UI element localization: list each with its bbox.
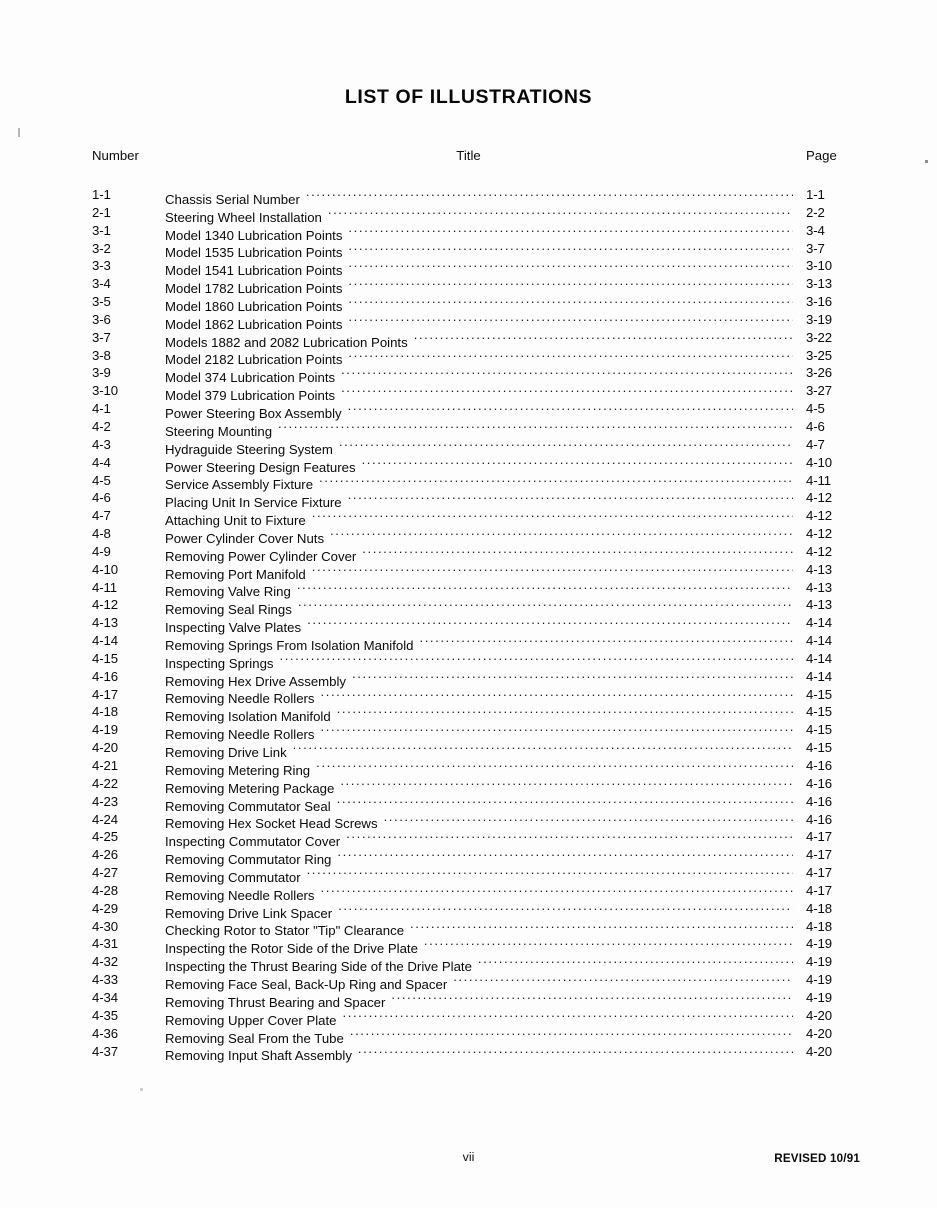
- entry-page-number: 4-16: [806, 758, 832, 773]
- list-item[interactable]: [0, 721, 937, 743]
- entry-page-number: 4-10: [806, 454, 832, 470]
- entry-page-number: 4-19: [806, 954, 832, 970]
- entry-figure-number: 4-7: [92, 508, 111, 524]
- entry-title: Power Cylinder Cover Nuts: [165, 530, 325, 546]
- entry-figure-number: 4-25: [92, 829, 118, 845]
- dot-leader: [280, 650, 794, 668]
- entry-page-number: 4-15: [806, 686, 832, 702]
- entry-figure-number: 2-1: [92, 204, 111, 220]
- list-item[interactable]: [0, 811, 937, 832]
- entry-page-number: 4-12: [806, 508, 832, 524]
- entry-title: Model 1860 Lubrication Points: [165, 298, 343, 314]
- entry-title: Model 374 Lubrication Points: [165, 370, 336, 386]
- entry-figure-number: 4-15: [92, 650, 118, 666]
- entry-page-number: 3-13: [806, 276, 832, 292]
- entry-title: Removing Seal Rings: [165, 602, 292, 618]
- entry-figure-number: 3-10: [92, 383, 118, 399]
- dot-leader: [391, 989, 793, 1007]
- entry-figure-number: 4-23: [92, 793, 118, 809]
- dot-leader: [348, 257, 793, 275]
- list-item[interactable]: [0, 864, 937, 885]
- entry-figure-number: 3-1: [92, 222, 111, 238]
- entry-title: Removing Upper Cover Plate: [165, 1012, 337, 1028]
- dot-leader: [298, 596, 793, 614]
- entry-figure-number: 4-9: [92, 543, 111, 559]
- entry-page-number: 4-18: [806, 900, 832, 916]
- entry-page-number: 4-19: [806, 936, 832, 952]
- dot-leader: [341, 382, 793, 400]
- column-header-row: [0, 148, 937, 168]
- entry-page-number: 4-13: [806, 579, 832, 595]
- entry-page-number: 4-14: [806, 633, 832, 649]
- list-item[interactable]: [0, 775, 937, 796]
- entry-figure-number: 4-20: [92, 740, 118, 756]
- list-item[interactable]: [0, 347, 937, 368]
- entry-title: Model 1535 Lubrication Points: [165, 245, 343, 261]
- dot-leader: [337, 793, 793, 811]
- entry-figure-number: 4-36: [92, 1025, 118, 1041]
- entry-title: Power Steering Design Features: [165, 459, 356, 475]
- entry-title: Model 1541 Lubrication Points: [165, 263, 343, 279]
- entry-page-number: 4-15: [806, 722, 832, 738]
- entry-page-number: 4-12: [806, 526, 832, 542]
- entry-figure-number: 4-33: [92, 972, 118, 988]
- entry-page-number: 3-19: [806, 311, 832, 327]
- entry-page-number: 3-7: [806, 240, 825, 256]
- dot-leader: [414, 329, 793, 347]
- entry-page-number: 4-16: [806, 811, 832, 827]
- entry-title: Removing Needle Rollers: [165, 887, 315, 903]
- folio-number: vii: [462, 1150, 475, 1164]
- page-footer: [0, 1150, 937, 1174]
- dot-leader: [316, 757, 793, 775]
- dot-leader: [346, 828, 793, 846]
- entry-page-number: 3-10: [806, 258, 832, 274]
- entry-page-number: 2-2: [806, 204, 825, 220]
- entry-title-and-leader: [165, 1043, 793, 1066]
- list-item[interactable]: [0, 489, 937, 511]
- entry-figure-number: 4-2: [92, 418, 111, 434]
- dot-leader: [307, 614, 793, 632]
- entry-page-number: 4-15: [806, 740, 832, 756]
- page-title: LIST OF ILLUSTRATIONS: [344, 86, 593, 108]
- entry-title: Model 2182 Lubrication Points: [165, 352, 343, 368]
- dot-leader: [384, 811, 793, 829]
- entry-figure-number: 4-13: [92, 615, 118, 631]
- dot-leader: [419, 632, 793, 650]
- dot-leader: [293, 739, 793, 757]
- dot-leader: [307, 864, 793, 882]
- entry-page-number: 4-12: [806, 490, 832, 506]
- entry-title: Inspecting the Thrust Bearing Side of the Drive Plate: [165, 959, 472, 975]
- entry-page-number: 4-15: [806, 704, 832, 720]
- entry-page-number: 4-13: [806, 597, 832, 613]
- entry-page-number: 4-14: [806, 615, 832, 631]
- list-item[interactable]: [0, 561, 937, 582]
- entry-title: Steering Wheel Installation: [165, 209, 322, 225]
- dot-leader: [348, 240, 793, 258]
- entry-title: Removing Face Seal, Back-Up Ring and Spacer: [165, 976, 448, 992]
- entry-page-number: 4-17: [806, 847, 832, 863]
- column-header-page: Page: [806, 148, 837, 163]
- entry-figure-number: 4-21: [92, 758, 118, 773]
- dot-leader: [348, 311, 793, 329]
- list-item[interactable]: [0, 757, 937, 778]
- entry-figure-number: 3-5: [92, 294, 111, 310]
- entry-page-number: 4-14: [806, 650, 832, 666]
- dot-leader: [312, 507, 793, 525]
- entry-title: Inspecting the Rotor Side of the Drive Plate: [165, 941, 418, 957]
- entry-title: Removing Hex Socket Head Screws: [165, 816, 378, 832]
- entry-figure-number: 3-6: [92, 311, 111, 327]
- list-item[interactable]: [0, 1043, 937, 1064]
- entry-figure-number: 4-1: [92, 401, 111, 417]
- list-item[interactable]: [0, 632, 937, 653]
- dot-leader: [348, 400, 793, 418]
- list-item[interactable]: [0, 703, 937, 725]
- list-item[interactable]: [0, 418, 937, 439]
- entry-figure-number: 4-3: [92, 436, 111, 452]
- dot-leader: [321, 686, 793, 704]
- entry-figure-number: 4-17: [92, 686, 118, 702]
- entry-page-number: 4-20: [806, 1025, 832, 1041]
- dot-leader: [306, 186, 793, 204]
- entry-page-number: 4-19: [806, 989, 832, 1005]
- entry-figure-number: 3-9: [92, 365, 111, 381]
- list-item[interactable]: [0, 382, 937, 404]
- entry-page-number: 1-1: [806, 187, 825, 202]
- entry-figure-number: 4-16: [92, 668, 118, 684]
- entry-title: Removing Metering Ring: [165, 762, 311, 778]
- dot-leader: [362, 454, 793, 472]
- entry-title: Hydraguide Steering System: [165, 441, 333, 457]
- entry-title: Power Steering Box Assembly: [165, 405, 342, 421]
- list-item[interactable]: [0, 400, 937, 421]
- list-item[interactable]: [0, 846, 937, 868]
- entry-title: Placing Unit In Service Fixture: [165, 495, 342, 511]
- list-item[interactable]: [0, 364, 937, 386]
- entry-page-number: 3-4: [806, 222, 825, 238]
- entry-title: Steering Mounting: [165, 423, 273, 439]
- list-item[interactable]: [0, 454, 937, 475]
- list-item[interactable]: [0, 579, 937, 600]
- entry-page-number: 4-17: [806, 882, 832, 898]
- entry-title: Removing Valve Ring: [165, 584, 291, 600]
- entry-page-number: 4-5: [806, 401, 825, 417]
- entry-figure-number: 1-1: [92, 187, 111, 202]
- entry-figure-number: 4-28: [92, 882, 118, 898]
- list-item[interactable]: [0, 989, 937, 1010]
- entry-figure-number: 4-19: [92, 722, 118, 738]
- list-item[interactable]: [0, 204, 937, 225]
- dot-leader: [362, 543, 793, 561]
- dot-leader: [352, 668, 793, 686]
- list-item[interactable]: [0, 828, 937, 850]
- dot-leader: [319, 472, 793, 490]
- entry-figure-number: 4-32: [92, 954, 118, 970]
- list-item[interactable]: [0, 1025, 937, 1046]
- entry-title: Removing Input Shaft Assembly: [165, 1048, 352, 1064]
- entry-page-number: 4-13: [806, 561, 832, 577]
- dot-leader: [478, 953, 793, 971]
- entry-title: Removing Needle Rollers: [165, 727, 315, 743]
- entry-title: Removing Hex Drive Assembly: [165, 673, 347, 689]
- entry-page-number: 3-26: [806, 365, 832, 381]
- list-item[interactable]: [0, 525, 937, 546]
- entry-page-number: 4-12: [806, 543, 832, 559]
- entry-figure-number: 4-6: [92, 490, 111, 506]
- dot-leader: [337, 703, 793, 721]
- entry-title: Inspecting Springs: [165, 655, 274, 671]
- entry-figure-number: 4-29: [92, 900, 118, 916]
- dot-leader: [348, 275, 793, 293]
- entry-figure-number: 3-4: [92, 276, 111, 292]
- list-item[interactable]: [0, 222, 937, 243]
- list-item[interactable]: [0, 507, 937, 529]
- list-item[interactable]: [0, 793, 937, 814]
- entry-title: Removing Drive Link: [165, 745, 287, 760]
- dot-leader: [328, 204, 793, 222]
- entry-title: Removing Springs From Isolation Manifold: [165, 637, 414, 653]
- list-item[interactable]: [0, 596, 937, 618]
- list-item[interactable]: [0, 329, 937, 350]
- entry-title: Removing Power Cylinder Cover: [165, 548, 357, 564]
- dot-leader: [348, 293, 793, 311]
- entry-page-number: 3-27: [806, 383, 832, 399]
- entry-figure-number: 4-22: [92, 775, 118, 791]
- illustration-list: [0, 186, 937, 1064]
- list-item[interactable]: [0, 650, 937, 671]
- column-header-title: Title: [456, 148, 481, 163]
- entry-figure-number: 4-5: [92, 472, 111, 488]
- entry-page-number: 3-22: [806, 329, 832, 345]
- entry-title: Model 1340 Lubrication Points: [165, 227, 343, 243]
- entry-figure-number: 4-26: [92, 847, 118, 863]
- list-item[interactable]: [0, 543, 937, 564]
- list-item[interactable]: [0, 918, 937, 939]
- entry-title: Removing Commutator: [165, 869, 301, 885]
- entry-figure-number: 4-35: [92, 1007, 118, 1023]
- entry-figure-number: 4-14: [92, 633, 118, 649]
- list-item[interactable]: [0, 257, 937, 279]
- entry-title: Model 1862 Lubrication Points: [165, 316, 343, 332]
- dot-leader: [321, 721, 793, 739]
- entry-figure-number: 4-4: [92, 454, 111, 470]
- entry-page-number: 4-7: [806, 436, 825, 452]
- dot-leader: [338, 900, 793, 918]
- dot-leader: [424, 935, 793, 953]
- entry-figure-number: 4-34: [92, 989, 118, 1005]
- list-item[interactable]: [0, 971, 937, 992]
- entry-figure-number: 4-12: [92, 597, 118, 613]
- entry-figure-number: 4-10: [92, 561, 118, 577]
- dot-leader: [321, 882, 793, 900]
- list-item[interactable]: [0, 900, 937, 921]
- entry-page-number: 4-17: [806, 829, 832, 845]
- list-item[interactable]: [0, 668, 937, 689]
- dot-leader: [348, 222, 793, 240]
- list-item[interactable]: [0, 436, 937, 457]
- dot-leader: [343, 1007, 793, 1025]
- entry-title: Service Assembly Fixture: [165, 477, 314, 493]
- entry-title: Models 1882 and 2082 Lubrication Points: [165, 334, 408, 350]
- entry-title: Model 379 Lubrication Points: [165, 388, 336, 404]
- list-item[interactable]: [0, 186, 937, 207]
- entry-title: Removing Commutator Seal: [165, 798, 331, 814]
- entry-title: Removing Isolation Manifold: [165, 709, 331, 725]
- entry-figure-number: 4-8: [92, 526, 111, 542]
- list-item[interactable]: [0, 293, 937, 314]
- dot-leader: [340, 775, 793, 793]
- entry-figure-number: 4-30: [92, 918, 118, 934]
- entry-figure-number: 4-37: [92, 1043, 118, 1059]
- list-item[interactable]: [0, 240, 937, 261]
- dot-leader: [348, 347, 793, 365]
- entry-title: Removing Commutator Ring: [165, 852, 332, 868]
- entry-figure-number: 4-24: [92, 811, 118, 827]
- entry-figure-number: 4-27: [92, 865, 118, 881]
- entry-title: Removing Metering Package: [165, 780, 335, 796]
- list-item[interactable]: [0, 935, 937, 957]
- dot-leader: [410, 918, 793, 936]
- entry-figure-number: 3-7: [92, 329, 111, 345]
- entry-title: Removing Drive Link Spacer: [165, 905, 333, 921]
- entry-title: Checking Rotor to Stator "Tip" Clearance: [165, 923, 405, 939]
- entry-figure-number: 4-11: [92, 579, 118, 595]
- list-item[interactable]: [0, 882, 937, 903]
- entry-title: Attaching Unit to Fixture: [165, 513, 306, 529]
- entry-title: Inspecting Valve Plates: [165, 620, 302, 636]
- list-item[interactable]: [0, 953, 937, 975]
- entry-title: Removing Needle Rollers: [165, 691, 315, 707]
- list-item[interactable]: [0, 1007, 937, 1028]
- entry-title: Inspecting Commutator Cover: [165, 834, 341, 850]
- entry-page-number: 4-17: [806, 865, 832, 881]
- scan-artifact-bottom: [140, 1088, 143, 1091]
- list-item[interactable]: [0, 472, 937, 493]
- dot-leader: [337, 846, 793, 864]
- entry-title: Removing Port Manifold: [165, 566, 306, 582]
- list-item[interactable]: [0, 275, 937, 297]
- entry-page-number: 4-20: [806, 1043, 832, 1059]
- list-item[interactable]: [0, 614, 937, 636]
- entry-page-number: 4-14: [806, 668, 832, 684]
- dot-leader: [348, 489, 793, 507]
- dot-leader: [350, 1025, 793, 1043]
- entry-title: Removing Seal From the Tube: [165, 1030, 344, 1046]
- entry-page-number: 4-18: [806, 918, 832, 934]
- list-item[interactable]: [0, 311, 937, 332]
- dot-leader: [278, 418, 793, 436]
- list-item[interactable]: [0, 686, 937, 707]
- entry-page-number: 3-25: [806, 347, 832, 363]
- entry-figure-number: 3-2: [92, 240, 111, 256]
- entry-figure-number: 4-18: [92, 704, 118, 720]
- list-item[interactable]: [0, 739, 937, 760]
- entry-title: Chassis Serial Number: [165, 191, 300, 207]
- dot-leader: [358, 1043, 793, 1061]
- column-header-number: Number: [92, 148, 139, 163]
- entry-page-number: 4-11: [806, 472, 832, 488]
- revision-stamp: REVISED 10/91: [774, 1152, 860, 1165]
- dot-leader: [341, 364, 793, 382]
- dot-leader: [297, 579, 793, 597]
- entry-title: Removing Thrust Bearing and Spacer: [165, 994, 386, 1010]
- entry-page-number: 4-19: [806, 972, 832, 988]
- dot-leader: [339, 436, 793, 454]
- entry-figure-number: 3-3: [92, 258, 111, 274]
- dot-leader: [330, 525, 793, 543]
- dot-leader: [453, 971, 793, 989]
- entry-page-number: 4-20: [806, 1007, 832, 1023]
- entry-page-number: 4-16: [806, 775, 832, 791]
- entry-title: Model 1782 Lubrication Points: [165, 281, 343, 297]
- dot-leader: [312, 561, 793, 579]
- entry-page-number: 4-16: [806, 793, 832, 809]
- entry-page-number: 3-16: [806, 294, 832, 310]
- scan-artifact-left: [18, 128, 20, 137]
- entry-figure-number: 3-8: [92, 347, 111, 363]
- entry-page-number: 4-6: [806, 418, 825, 434]
- entry-figure-number: 4-31: [92, 936, 118, 952]
